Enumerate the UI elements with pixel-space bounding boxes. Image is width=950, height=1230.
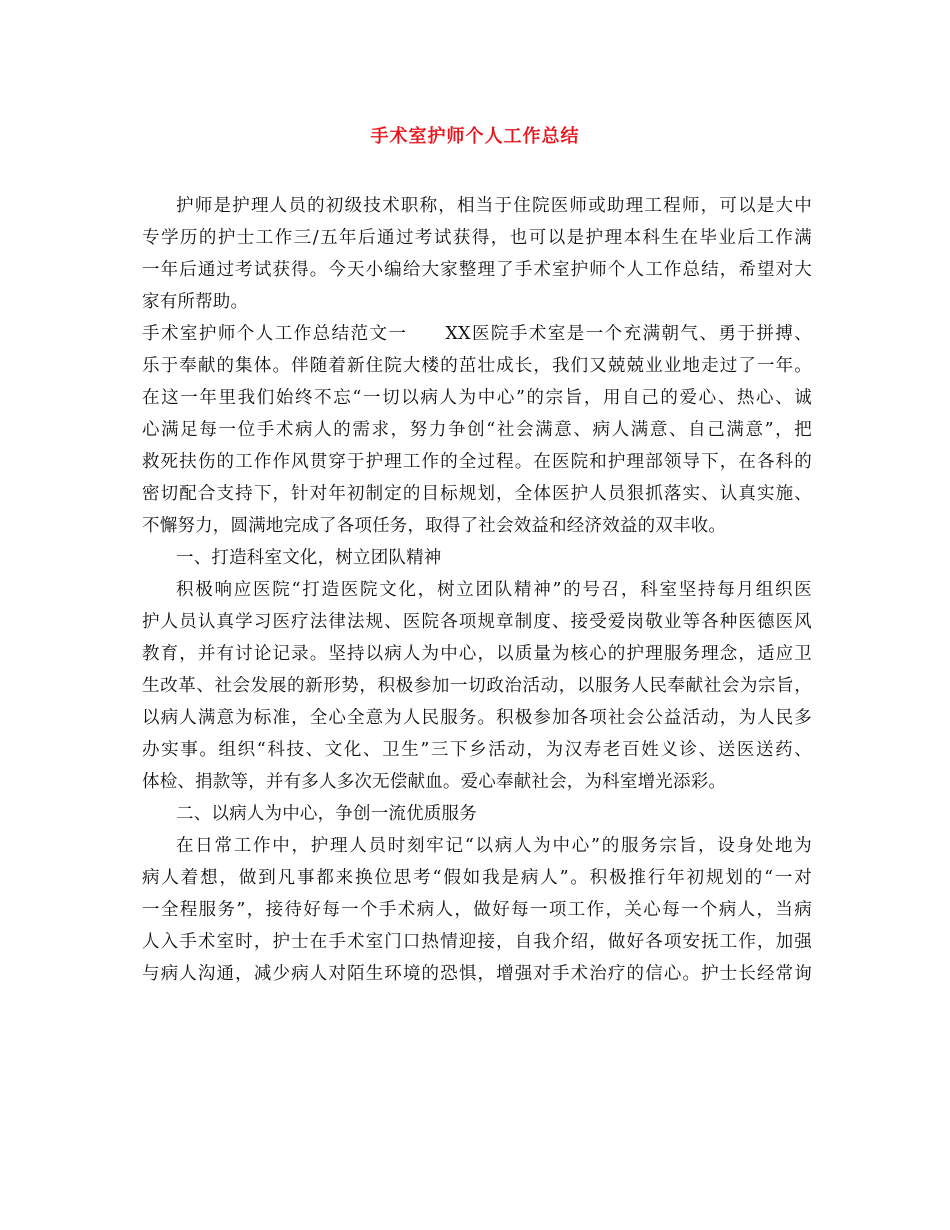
paragraph-line: 与病人沟通，减少病人对陌生环境的恐惧，增强对手术治疗的信心。护士长经常询 bbox=[142, 964, 812, 984]
paragraph-line: 教育，并有讨论记录。坚持以病人为中心，以质量为核心的护理服务理念，适应卫 bbox=[142, 644, 812, 664]
paragraph-line: 病人着想，做到凡事都来换位思考“假如我是病人”。积极推行年初规划的“一对 bbox=[142, 868, 812, 888]
paragraph-line: 一全程服务”，接待好每一个手术病人，做好每一项工作，关心每一个病人，当病 bbox=[142, 900, 812, 920]
paragraph-line: 生改革、社会发展的新形势，积极参加一切政治活动，以服务人民奉献社会为宗旨， bbox=[142, 676, 812, 696]
paragraph-line: 乐于奉献的集体。伴随着新住院大楼的茁壮成长，我们又兢兢业业地走过了一年。 bbox=[142, 356, 812, 376]
paragraph-line: 积极响应医院“打造医院文化，树立团队精神”的号召，科室坚持每月组织医 bbox=[176, 580, 812, 600]
section-heading: 二、以病人为中心，争创一流优质服务 bbox=[176, 804, 477, 824]
paragraph-line: 以病人满意为标准，全心全意为人民服务。积极参加各项社会公益活动，为人民多 bbox=[142, 708, 812, 728]
paragraph-line: 密切配合支持下，针对年初制定的目标规划，全体医护人员狠抓落实、认真实施、 bbox=[142, 484, 812, 504]
paragraph-line: 人入手术室时，护士在手术室门口热情迎接，自我介绍，做好各项安抚工作，加强 bbox=[142, 932, 812, 952]
paragraph-line: 在日常工作中，护理人员时刻牢记“以病人为中心”的服务宗旨，设身处地为 bbox=[176, 836, 812, 856]
paragraph-line: 家有所帮助。 bbox=[142, 292, 249, 312]
paragraph-line: 在这一年里我们始终不忘“一切以病人为中心”的宗旨，用自己的爱心、热心、诚 bbox=[142, 388, 812, 408]
paragraph-line: 办实事。组织“科技、文化、卫生”三下乡活动，为汉寿老百姓义诊、送医送药、 bbox=[142, 740, 812, 760]
paragraph-line: 心满足每一位手术病人的需求，努力争创“社会满意、病人满意、自己满意”，把 bbox=[142, 420, 812, 440]
document-body bbox=[142, 190, 812, 990]
paragraph-line: 体检、捐款等，并有多人多次无偿献血。爱心奉献社会，为科室增光添彩。 bbox=[142, 772, 727, 792]
page-title: 手术室护师个人工作总结 bbox=[370, 126, 580, 147]
paragraph-line: 不懈努力，圆满地完成了各项任务，取得了社会效益和经济效益的双丰收。 bbox=[142, 516, 727, 536]
paragraph-line: 一年后通过考试获得。今天小编给大家整理了手术室护师个人工作总结，希望对大 bbox=[142, 260, 812, 280]
paragraph-line: 手术室护师个人工作总结范文一 XX医院手术室是一个充满朝气、勇于拼搏、 bbox=[142, 324, 812, 344]
paragraph-line: 护人员认真学习医疗法律法规、医院各项规章制度、接受爱岗敬业等各种医德医风 bbox=[142, 612, 812, 632]
section-heading: 一、打造科室文化，树立团队精神 bbox=[176, 548, 442, 568]
paragraph-line: 救死扶伤的工作作风贯穿于护理工作的全过程。在医院和护理部领导下，在各科的 bbox=[142, 452, 812, 472]
paragraph-line: 护师是护理人员的初级技术职称，相当于住院医师或助理工程师，可以是大中 bbox=[176, 196, 812, 216]
paragraph-line: 专学历的护士工作三/五年后通过考试获得，也可以是护理本科生在毕业后工作满 bbox=[142, 228, 812, 248]
